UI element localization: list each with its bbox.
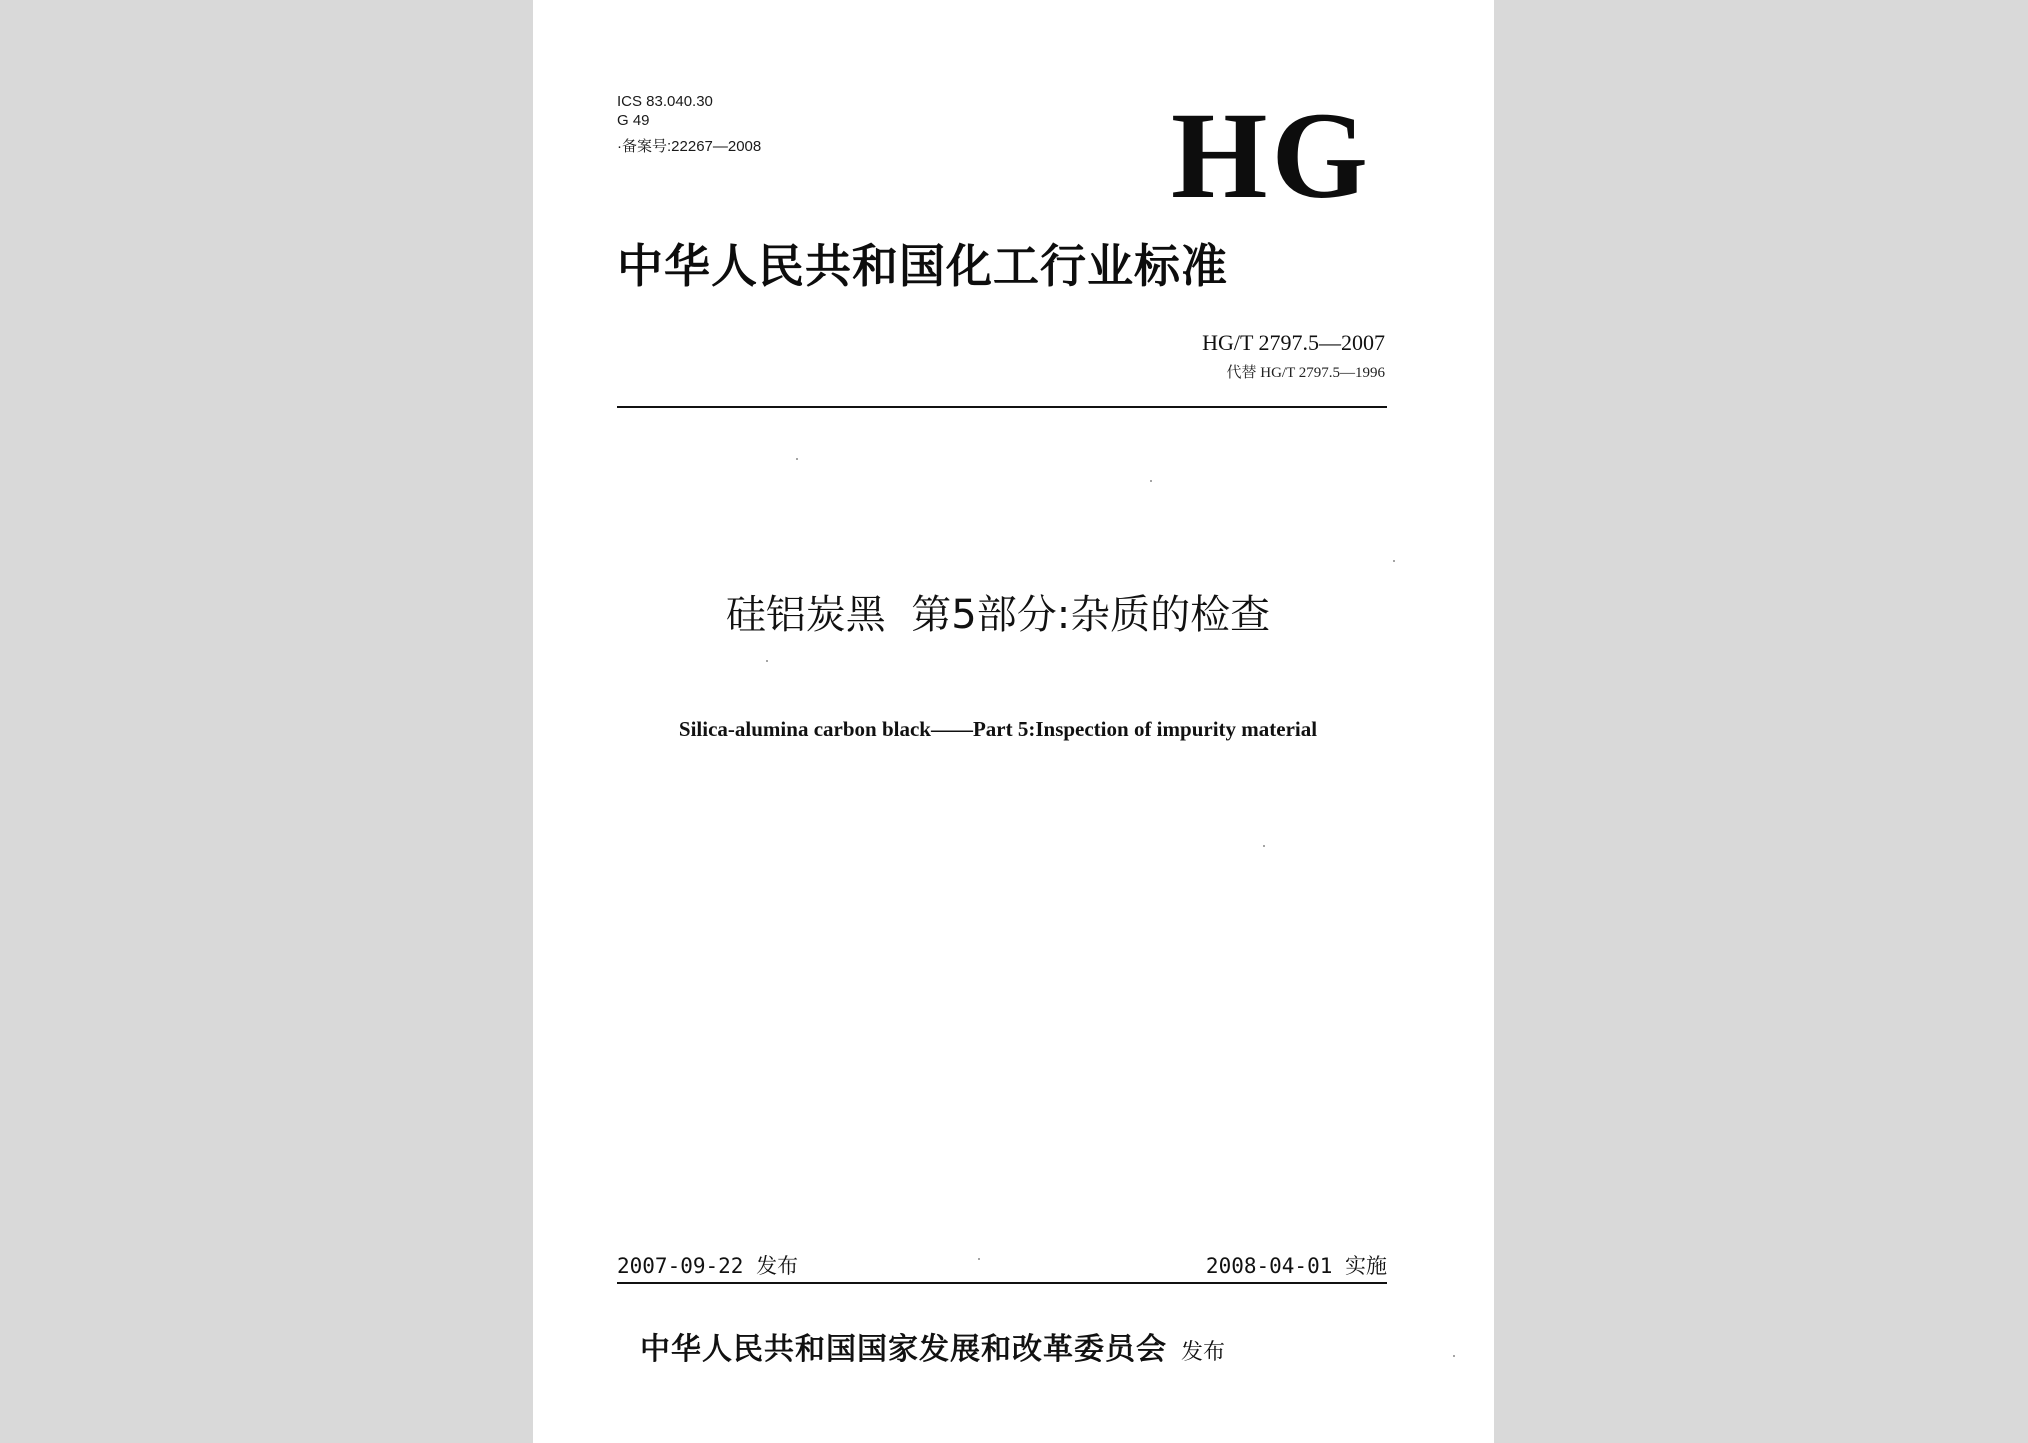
scan-speck <box>766 660 768 662</box>
document-title-english: Silica-alumina carbon black——Part 5:Inspection of impurity material <box>678 717 1318 741</box>
scan-speck <box>1150 480 1152 482</box>
document-page <box>533 0 1494 1443</box>
issuer-line <box>640 1330 1225 1373</box>
standard-type-heading: 中华人民共和国化工行业标准 <box>617 239 1228 293</box>
filing-number: ·备案号:22267—2008 <box>617 138 762 155</box>
scan-speck <box>796 458 798 460</box>
footer-divider <box>617 1282 1387 1284</box>
issuing-body: 中华人民共和国国家发展和改革委员会 <box>640 1332 1167 1367</box>
scan-speck <box>1453 1355 1455 1357</box>
replaces-standard: 代替 HG/T 2797.5—1996 <box>1226 365 1385 381</box>
scan-speck <box>1263 845 1265 847</box>
standard-number: HG/T 2797.5—2007 <box>1202 330 1385 355</box>
issue-date: 2007-09-22 发布 <box>617 1254 799 1278</box>
ics-code: ICS 83.040.30 <box>617 93 713 110</box>
effective-date: 2008-04-01 实施 <box>1205 1254 1387 1278</box>
classification-block <box>617 92 761 156</box>
scan-speck <box>978 1258 980 1260</box>
issuing-action: 发布 <box>1181 1340 1226 1365</box>
scan-speck <box>1393 560 1395 562</box>
dates-row <box>617 1252 1387 1282</box>
ccs-code: G 49 <box>617 112 650 129</box>
hg-logo: HG <box>1171 87 1372 224</box>
header-divider <box>617 406 1387 408</box>
document-title-chinese: 硅铝炭黑 第5部分:杂质的检查 <box>725 592 1271 638</box>
